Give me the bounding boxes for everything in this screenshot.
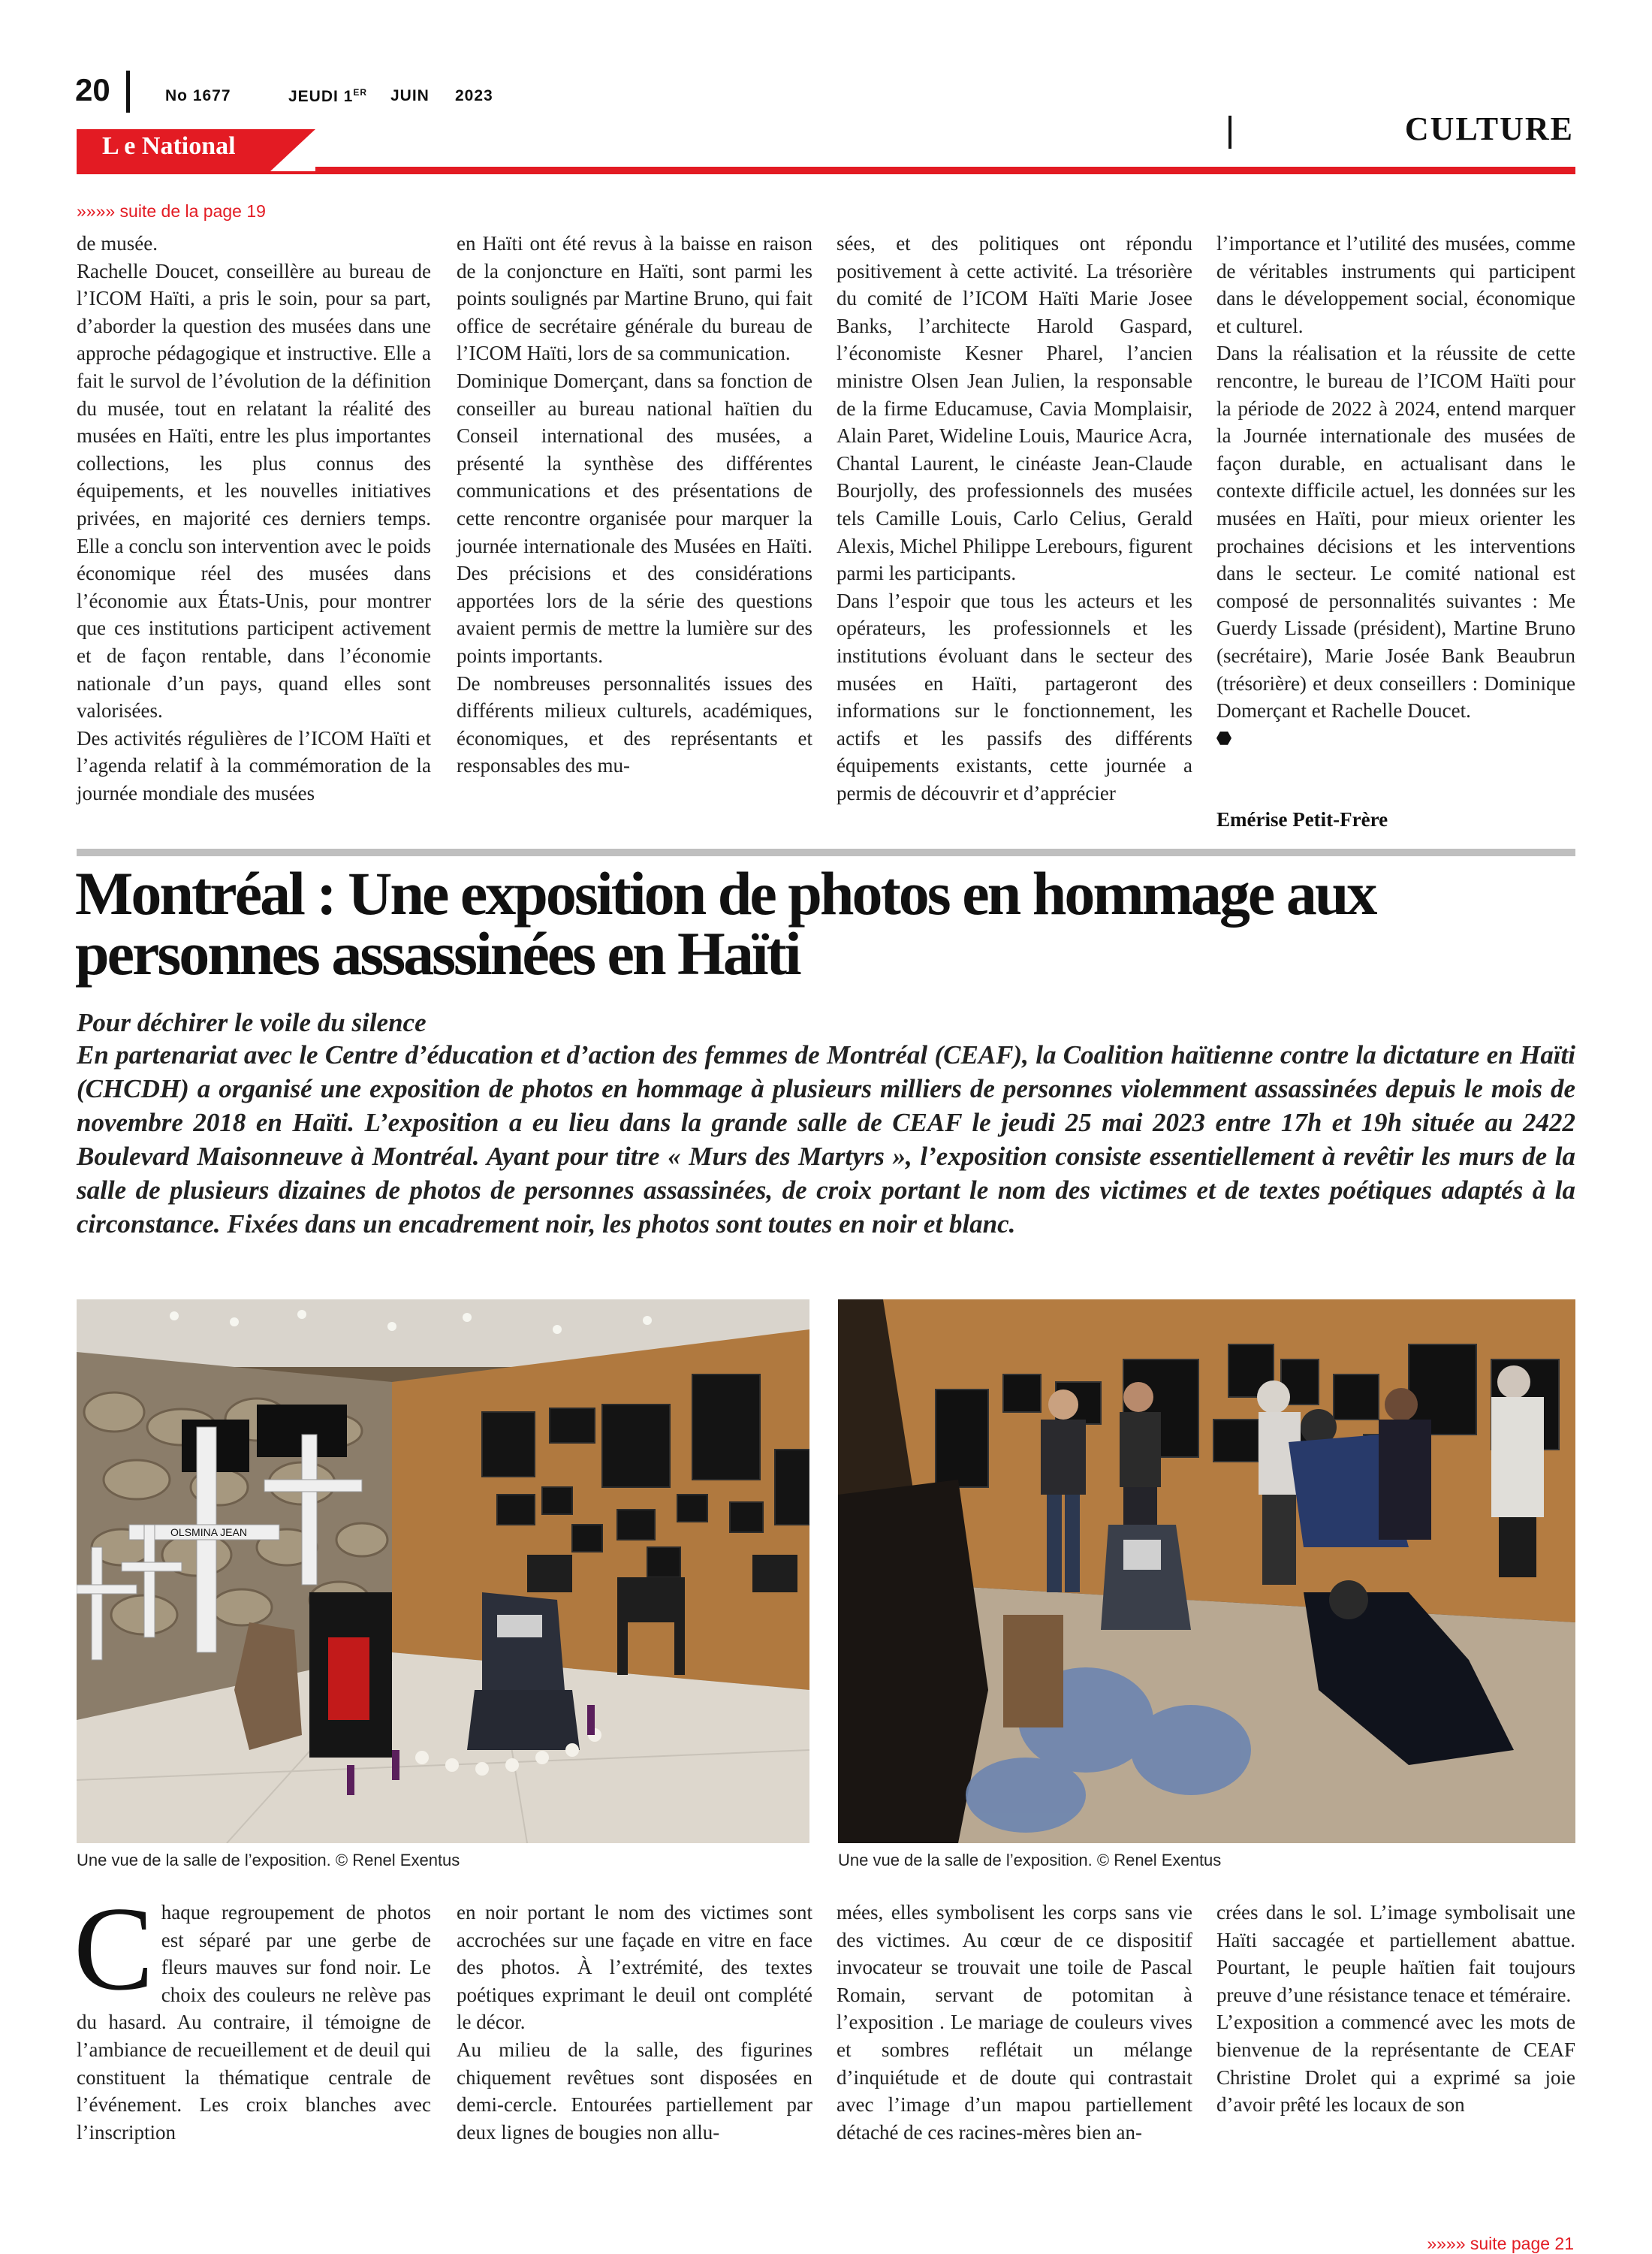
headline: Montréal : Une exposition de photos en hommage aux personnes assassinées en Haïti — [75, 859, 1376, 988]
paragraph: de musée. — [77, 232, 158, 255]
paragraph: crées dans le sol. L’image symbolisait une Haïti saccagée et partiellement abattue. Pourtant, le peuple haïtien fait toujours preuve d’une résistance tenace et téméraire. — [1216, 1901, 1575, 2006]
exhibition-photo-1 — [77, 1299, 809, 1843]
issue-number: No 1677 — [165, 87, 231, 104]
brand-logo-text: L e National — [102, 132, 236, 160]
issue-day: JEUDI 1ER — [288, 87, 368, 105]
paragraph: Rachelle Doucet, conseillère au bureau de l’ICOM Haïti, a pris le soin, pour sa part, d’aborder la question des musées dans une approche pédagogique et instructive. Elle a fait le survol de l’évolution de la définition du musée, tout en relatant la réalité des musées en Haïti, entre les plus importantes collections, les plus connus des équipements, et les nouvelles initiatives privées, en majorité ces derniers temps. Elle a conclu son intervention avec le poids économique réel des musées dans l’économie aux États-Unis, pour montrer que ces institutions participent activement et de façon rentable, dans l’économie nationale d’un pays, quand elles sont valorisées. — [77, 259, 431, 723]
section-title: CULTURE — [1404, 110, 1574, 147]
photo-caption-2: Une vue de la salle de l’exposition. © Renel Exentus — [838, 1851, 1222, 1869]
paragraph: Des activités régulières de l’ICOM Haïti et l’agenda relatif à la commémoration de la journée mondiale des musées — [77, 726, 431, 804]
photo-caption-1: Une vue de la salle de l’exposition. © Renel Exentus — [77, 1851, 460, 1869]
paragraph: en Haïti ont été revus à la baisse en raison de la conjoncture en Haïti, sont parmi les points soulignés par Martine Bruno, qui fait office de secrétaire générale du bureau de l’ICOM Haïti, lors de sa communication. — [457, 232, 812, 365]
paragraph: sées, et des politiques ont répondu positivement à cette activité. La trésorière du comité de l’ICOM Haïti Marie Josee Banks, l’architecte Harold Gaspard, l’économiste Kesner Pharel, l’ancien ministre Olsen Jean Julien, la responsable de la firme Educamuse, Cavia Momplaisir, Alain Paret, Wideline Louis, Maurice Acra, Chantal Laurent, le cinéaste Jean-Claude Bourjolly, des professionnels des musées tels Camille Louis, Carlo Celius, Gerald Alexis, Michel Philippe Lerebours, figurent parmi les participants. — [837, 232, 1192, 585]
end-of-article-icon — [1216, 732, 1231, 745]
paragraph: De nombreuses personnalités issues des différents milieux culturels, académiques, économiques, et des représentants et responsables des mu- — [457, 671, 812, 777]
exhibition-photo-2 — [838, 1299, 1575, 1843]
main-article-column-3 — [837, 1899, 1192, 2146]
top-article-column-3 — [837, 230, 1192, 807]
paragraph: L’exposition a commencé avec les mots de bienvenue de la représentante de CEAF Christine Drolet qui a exprimé sa joie d’avoir prêté les locaux de son — [1216, 2011, 1575, 2117]
top-article-column-4 — [1216, 230, 1575, 752]
page-number-divider — [126, 71, 130, 113]
exhibition-room-illustration — [77, 1299, 809, 1843]
page-number: 20 — [75, 72, 110, 107]
top-article-column-2 — [457, 230, 812, 780]
issue-month: JUIN — [390, 87, 430, 104]
paragraph: haque regroupement de photos est séparé par une gerbe de fleurs mauves sur fond noir. Le choix des couleurs ne relève pas du hasard. Au contraire, il témoigne de l’ambiance de recueillement et de deuil qui constituent la thématique centrale de l’événement. Les croix blanches avec l’inscription — [77, 1901, 431, 2144]
cross-label: OLSMINA JEAN — [170, 1526, 247, 1538]
exhibition-visitors-illustration — [838, 1299, 1575, 1843]
paragraph: en noir portant le nom des victimes sont accrochées sur une façade en vitre en face des photos. À l’extrémité, des textes poétiques exprimant le deuil ont complété le décor. — [457, 1901, 812, 2034]
article-author: Emérise Petit-Frère — [1216, 808, 1388, 831]
main-article-column-1 — [74, 1881, 431, 2146]
paragraph: Dans l’espoir que tous les acteurs et les opérateurs, les professionnels et les institutions évoluant dans le secteur des musées en Haïti, partageront des informations sur le fonctionnement, les actifs et les passifs des différents équipements existants, cette journée a permis de découvrir et d’apprécier — [837, 589, 1192, 804]
top-article-column-1 — [77, 230, 431, 807]
paragraph: mées, elles symbolisent les corps sans vie des victimes. Au cœur de ce dispositif invocateur se trouvait une toile de Pascal Romain, servant de potomitan à l’exposition . Le mariage de couleurs vives et sombres reflétait un mélange d’inquiétude et de doute qui contrastait avec l’image d’un mapou partiellement détaché de ces racines-mères bien an- — [837, 1901, 1192, 2144]
main-article-column-4 — [1216, 1899, 1575, 2119]
paragraph: Au milieu de la salle, des figurines chiquement revêtues sont disposées en demi-cercle. Entourées partiellement par deux lignes de bougies non allu- — [457, 2038, 812, 2144]
article-separator — [77, 849, 1575, 856]
issue-year: 2023 — [455, 87, 493, 104]
continued-from: »»»» suite de la page 19 — [77, 201, 266, 221]
main-article-column-2 — [457, 1899, 812, 2146]
paragraph: Dans la réalisation et la réussite de cette rencontre, le bureau de l’ICOM Haïti pour la période de 2022 à 2024, entend marquer la Journée internationale des musées de façon durable, en actualisant dans le contexte difficile actuel, les données sur les musées en Haïti, pour mieux orienter les prochaines décisions et les interventions dans le secteur. Le comité national est composé de personnalités suivantes : Me Guerdy Lissade (président), Martine Bruno (secrétaire), Marie Josée Bank Beaubrun (trésorière) et deux conseillers : Dominique Domerçant et Rachelle Doucet. — [1216, 342, 1575, 723]
paragraph: l’importance et l’utilité des musées, comme de véritables instruments qui participent dans le développement social, économique et culturel. — [1216, 232, 1575, 337]
kicker: Pour déchirer le voile du silence — [77, 1008, 427, 1037]
continued-to: »»»» suite page 21 — [1427, 2234, 1574, 2253]
section-divider — [1228, 116, 1231, 149]
lead-paragraph: En partenariat avec le Centre d’éducation et d’action des femmes de Montréal (CEAF), la Coalition haïtienne contre la dictature en Haïti (CHCDH) a organisé une exposition de photos en hommage à plusieurs milliers de personnes violemment assassinées depuis le mois de novembre 2018 en Haïti. L’exposition a eu lieu dans la grande salle de CEAF le jeudi 25 mai 2023 entre 17h et 19h située au 2422 Boulevard Maisonneuve à Montréal. Ayant pour titre « Murs des Martyrs », l’exposition consiste essentiellement à revêtir les murs de la salle de plusieurs dizaines de photos de personnes assassinées, de croix portant le nom des victimes et de textes poétiques adaptés à la circonstance. Fixées dans un encadrement noir, les photos sont toutes en noir et blanc. — [77, 1040, 1575, 1239]
paragraph: Dominique Domerçant, dans sa fonction de conseiller au bureau national haïtien du Conseil international des musées, a présenté la synthèse des différentes communications et des présentations de cette rencontre organisée pour marquer la journée internationale des Musées en Haïti. Des précisions et des considérations apportées lors de la série des questions avaient permis de mettre la lumière sur des points importants. — [457, 369, 812, 667]
drop-cap: C — [74, 1881, 154, 2015]
